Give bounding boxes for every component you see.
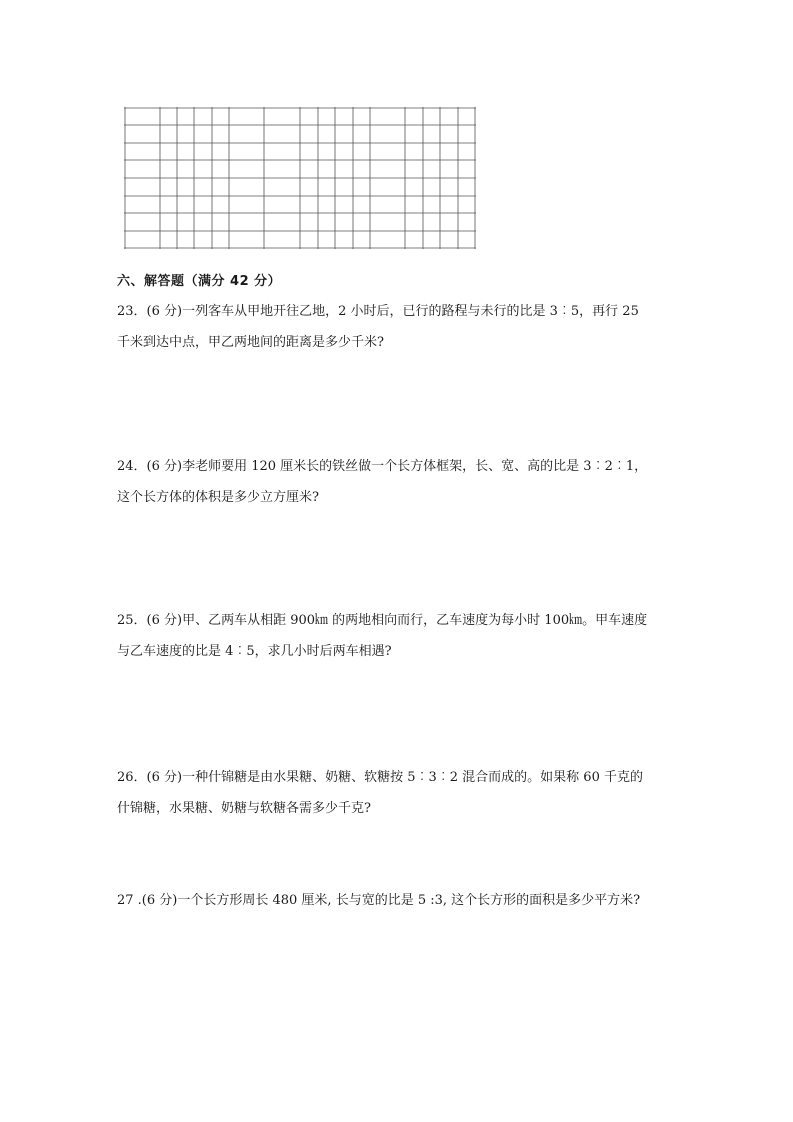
question-line: 27 .(6 分)一个长方形周长 480 厘米, 长与宽的比是 5 :3, 这个长方形的面积是多少平方米? (117, 893, 641, 908)
question-25 (117, 605, 687, 667)
question-line: 25．(6 分)甲、乙两车从相距 900㎞ 的两地相向而行，乙车速度为每小时 100㎞。甲车速度 (117, 613, 648, 628)
grid-lines (124, 107, 476, 249)
answer-grid (124, 107, 476, 249)
section-title: 六、解答题（满分 42 分） (117, 274, 282, 289)
question-line: 23．(6 分)一列客车从甲地开往乙地，2 小时后，已行的路程与未行的比是 3︰5，再行 25 (117, 304, 639, 319)
question-line: 这个长方体的体积是多少立方厘米? (117, 490, 319, 505)
question-line: 26．(6 分)一种什锦糖是由水果糖、奶糖、软糖按 5︰3︰2 混合而成的。如果称 60 千克的 (117, 770, 643, 785)
question-23 (117, 296, 687, 358)
question-line: 什锦糖，水果糖、奶糖与软糖各需多少千克? (117, 801, 371, 816)
question-line: 与乙车速度的比是 4︰5，求几小时后两车相遇? (117, 644, 392, 659)
question-27 (117, 885, 687, 916)
question-line: 24．(6 分)李老师要用 120 厘米长的铁丝做一个长方体框架，长、宽、高的比是 3︰2︰1， (117, 459, 648, 474)
question-26 (117, 762, 687, 824)
question-line: 千米到达中点，甲乙两地间的距离是多少千米? (117, 335, 384, 350)
question-24 (117, 451, 687, 513)
